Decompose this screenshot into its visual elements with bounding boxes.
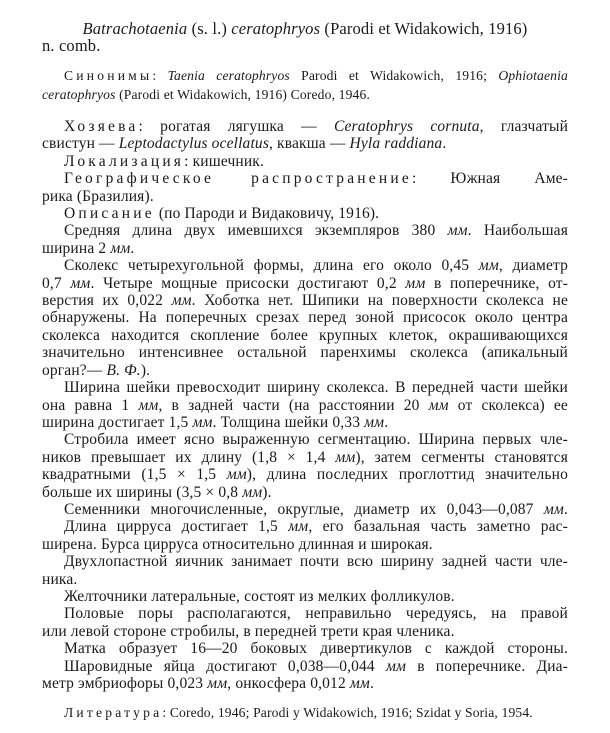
text-run: . <box>442 135 447 153</box>
text-run: квадратными (1,5 × 1,5 <box>42 466 227 484</box>
text-line <box>42 484 568 501</box>
text-run: метр эмбриофоры 0,023 <box>42 675 208 692</box>
text-line <box>42 466 568 483</box>
italic-text: мм <box>478 257 499 275</box>
text-run: в поперечнике, от- <box>425 274 569 292</box>
paragraph <box>42 658 568 693</box>
text-run: , диаметр <box>498 257 569 275</box>
text-line <box>42 118 568 135</box>
text-run: Сколекс четырехугольной формы, длина его около 0,45 <box>64 257 479 275</box>
text-line <box>42 66 568 85</box>
literature-section <box>42 704 568 721</box>
text-line <box>42 640 568 657</box>
section-label: Хозяева <box>64 118 139 135</box>
italic-text: Ceratophrys cornuta <box>334 118 480 135</box>
paragraph <box>42 518 568 553</box>
text-line <box>42 553 568 570</box>
text-line <box>42 623 568 640</box>
text-run: ника. <box>42 570 78 588</box>
text-line <box>42 309 568 326</box>
text-run: , его базальная часть заметно рас- <box>308 518 568 536</box>
italic-text: мм <box>171 292 192 310</box>
text-line <box>42 704 568 721</box>
text-run: Средняя длина двух имевшихся экземпляров 380 <box>64 222 448 240</box>
text-run: (Parodi et Widakowich, 1916) Coredo, 1946. <box>115 87 370 102</box>
text-run: Желточники латеральные, состоят из мелких фолликулов. <box>64 587 455 605</box>
text-line <box>42 431 568 448</box>
paragraph <box>42 222 568 257</box>
italic-text: ceratophryos <box>42 87 116 102</box>
text-run: верстия их 0,022 <box>42 292 172 310</box>
paragraph <box>42 153 568 170</box>
italic-text: Leptodactylus ocellatus <box>118 135 269 153</box>
paragraph <box>42 588 568 605</box>
text-line <box>42 222 568 239</box>
text-run: : Coredo, 1946; Parodi y Widakowich, 1916; Szidat y Soria, 1954. <box>162 705 533 721</box>
italic-text: мм <box>447 222 468 240</box>
paragraph <box>42 257 568 379</box>
text-line <box>42 501 568 518</box>
text-run: . Хоботка нет. Шипики на поверхности сколекса не <box>191 292 569 310</box>
text-run: Шаровидные яйца достигают 0,038—0,044 <box>64 657 386 675</box>
species-title <box>42 20 568 54</box>
text-line <box>42 292 568 309</box>
text-run: она равна 1 <box>42 396 139 414</box>
text-line <box>42 327 568 344</box>
italic-text: Taenia ceratophryos <box>167 68 290 83</box>
text-line <box>42 85 568 104</box>
text-line <box>42 536 568 553</box>
text-run: ширина 2 <box>42 239 111 257</box>
italic-text: мм <box>543 500 564 518</box>
text-line <box>42 188 568 205</box>
text-run: ), длина последних проглоттид значительно <box>246 466 568 484</box>
paragraph <box>42 170 568 205</box>
text-line <box>42 205 568 222</box>
document-page <box>42 20 568 721</box>
italic-text: мм <box>405 274 426 292</box>
text-run: , онкосфера 0,012 <box>227 675 350 692</box>
section-label: Литература <box>64 705 163 721</box>
italic-text: мм <box>428 396 449 414</box>
paragraph <box>42 553 568 588</box>
italic-text: ceratophryos <box>231 19 321 38</box>
text-run: ), затем сегменты становятся <box>355 448 568 466</box>
text-run: n. comb. <box>42 36 101 55</box>
description-body <box>42 118 568 692</box>
text-run: Двухлопастной яичник занимает почти всю ширину задней части чле- <box>64 553 568 571</box>
section-label: Географическое распространение <box>64 170 412 188</box>
paragraph <box>42 379 568 431</box>
text-line <box>42 605 568 622</box>
text-run: (по Пароди и Видаковичу, 1916). <box>154 205 380 223</box>
text-run: . <box>369 675 375 692</box>
text-line <box>42 588 568 605</box>
text-run: обнаружены. На поперечных срезах перед зоной присосок около центра <box>42 309 568 327</box>
text-line <box>42 153 568 170</box>
text-run: или левой стороне стробилы, в передней трети края членика. <box>42 622 455 640</box>
paragraph <box>42 605 568 640</box>
text-line <box>42 275 568 292</box>
text-run: в поперечнике. Диа- <box>406 657 568 675</box>
text-run: больше их ширины (3,5 × 0,8 <box>42 483 243 501</box>
text-run: Семенники многочисленные, округлые, диаметр их 0,043—0,087 <box>64 500 544 518</box>
text-run: ). <box>140 361 151 379</box>
synonyms-section <box>42 66 568 104</box>
text-run: . <box>563 500 568 518</box>
text-line <box>42 675 568 692</box>
paragraph <box>42 431 568 501</box>
text-line <box>42 20 568 37</box>
text-run: , квакша — <box>269 135 350 153</box>
text-run: (Parodi et Widakowich, 1916) <box>320 19 528 38</box>
paragraph <box>42 205 568 222</box>
italic-text: мм <box>242 483 263 501</box>
text-line <box>42 135 568 152</box>
italic-text: мм <box>226 466 247 484</box>
text-line <box>42 170 568 187</box>
text-run: : рогатая лягушка — <box>138 118 334 135</box>
text-line <box>42 362 568 379</box>
text-line <box>42 240 568 257</box>
text-run: Ширина шейки превосходит ширину сколекса. В передней части шейки <box>64 379 568 397</box>
paragraph <box>42 118 568 153</box>
text-run: (s. l.) <box>187 19 232 38</box>
text-line <box>42 257 568 274</box>
text-run: рика (Бразилия). <box>42 187 154 205</box>
text-run: . Наибольшая <box>467 222 568 240</box>
text-run: орган?— <box>42 361 107 379</box>
section-label: Синонимы <box>64 68 153 83</box>
paragraph <box>42 704 568 721</box>
section-label: Описание <box>64 205 155 223</box>
italic-text: Hyla raddiana <box>349 135 443 153</box>
text-line <box>42 379 568 396</box>
text-run: от сколекса) ее <box>448 396 568 414</box>
text-line <box>42 37 568 54</box>
section-label: Локализация <box>64 152 185 170</box>
italic-text: мм <box>207 675 228 692</box>
text-run: , в задней части (на расстоянии 20 <box>158 396 429 414</box>
text-run: , глазчатый <box>479 118 569 135</box>
italic-text: мм <box>349 675 370 692</box>
text-run: Матка образует 16—20 боковых дивертикулов с каждой стороны. <box>64 640 568 658</box>
text-run: ников превышает их длину (1,8 × 1,4 <box>42 448 336 466</box>
text-line <box>42 414 568 431</box>
text-run: ширена. Бурса цирруса относительно длинная и широкая. <box>42 535 433 553</box>
text-run: значительно интенсивнее остальной паренхимы сколекса (апикальный <box>42 344 568 362</box>
italic-text: мм <box>288 518 309 536</box>
italic-text: мм <box>110 239 131 257</box>
text-line <box>42 397 568 414</box>
text-run: : Южная Аме- <box>411 170 568 188</box>
text-run: . <box>384 413 389 431</box>
text-run: . Толщина шейки 0,33 <box>212 413 365 431</box>
paragraph <box>42 66 568 104</box>
italic-text: мм <box>335 448 356 466</box>
text-line <box>42 518 568 535</box>
text-run: : <box>152 68 168 83</box>
italic-text: Ophiotaenia <box>498 68 568 83</box>
italic-text: В. Ф. <box>106 361 141 379</box>
paragraph <box>42 20 568 54</box>
text-run: . <box>130 239 135 257</box>
text-run: свистун — <box>42 135 119 153</box>
italic-text: мм <box>70 274 91 292</box>
text-run: ширина достигает 1,5 <box>42 413 193 431</box>
text-run: сколекса находится скопление более крупных клеток, окрашивающихся <box>42 326 568 344</box>
text-run: Стробила имеет ясно выраженную сегментацию. Ширина первых чле- <box>64 431 568 449</box>
italic-text: мм <box>138 396 159 414</box>
italic-text: мм <box>385 657 407 675</box>
text-line <box>42 449 568 466</box>
text-line <box>42 344 568 361</box>
italic-text: Batrachotaenia <box>82 19 188 38</box>
text-run: ). <box>262 483 272 501</box>
text-run: Parodi et Widakowich, 1916; <box>289 68 499 83</box>
text-run: Длина цирруса достигает 1,5 <box>64 518 289 536</box>
paragraph <box>42 640 568 657</box>
paragraph <box>42 501 568 518</box>
italic-text: мм <box>364 413 385 431</box>
text-run: : кишечник. <box>184 152 265 170</box>
text-line <box>42 571 568 588</box>
text-run: 0,7 <box>42 274 71 292</box>
text-line <box>42 658 568 675</box>
text-run: Половые поры располагаются, неправильно чередуясь, на правой <box>64 605 568 623</box>
text-run: . Четыре мощные присоски достигают 0,2 <box>90 274 406 292</box>
italic-text: мм <box>192 413 213 431</box>
